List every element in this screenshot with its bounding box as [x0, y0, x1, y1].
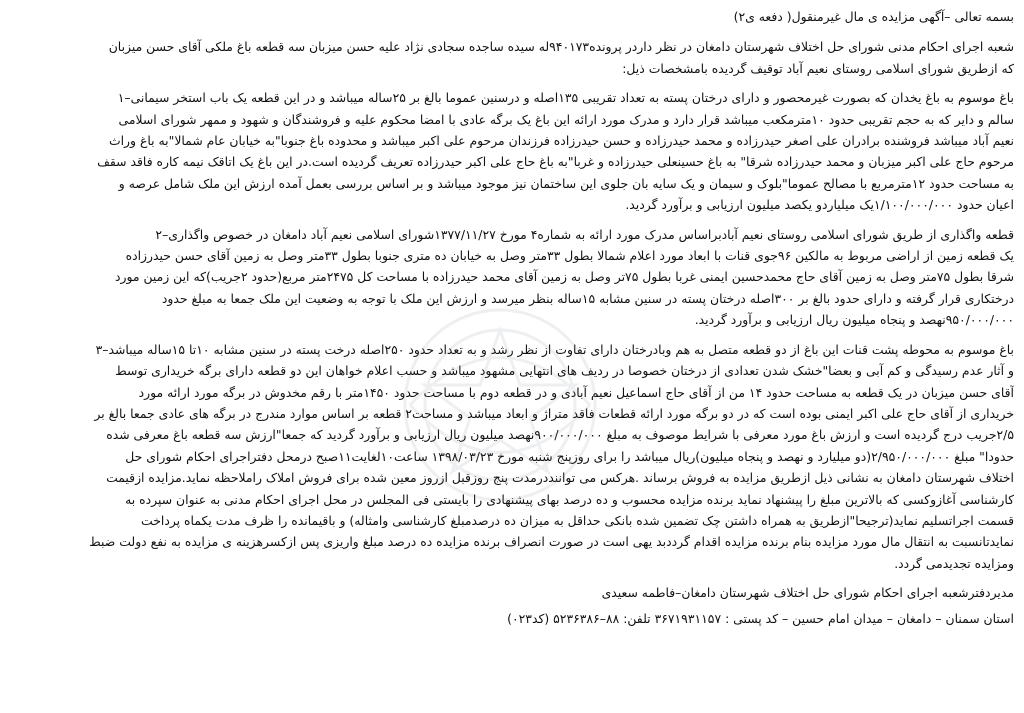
text-line: خریداری از آقای حاج علی اکبر ایمنی بوده است که در دو برگه مورد ارائه قطعات فاقد متراژ و ابعاد میباشد و مساحت۲ قطعه بر اساس موارد مندرج در برگه های عادی جمعا بالغ بر	[94, 405, 1014, 421]
text-line: باغ موسوم به محوطه پشت قنات این باغ از دو قطعه متصل به هم وبادرختان دارای تفاوت از نظر رشد و به تعداد حدود ۲۵۰اصله درخت پسته در سنین مشابه ۱۰تا ۱۵ساله میباشد–۳	[95, 341, 1014, 357]
text-line: درختکاری قرار گرفته و دارای حدود بالغ بر ۳۰۰اصله درختان پسته در سنین مشابه ۱۵ساله بنظر میرسد و ارزش این ملک با توجه به وضعیت این ملک جمعا به مبلغ حدود	[161, 290, 1014, 306]
text-line: حدودا" مبلغ ۲/۹۵۰/۰۰۰/۰۰۰(دو میلیارد و نهصد و پنجاه میلیون)ریال میباشد را برای روزپنج شنبه مورخ ۱۳۹۸/۰۳/۲۳ ساعت۱۰لغایت۱۱صبح درمحل دفتراجرای احکام شورای حل	[125, 448, 1014, 464]
text-line: آقای حسن میزبان در یک قطعه به مساحت حدود ۱۴ من از آقای حاج اسماعیل نعیم آبادی و در قطعه دوم با مساحت حدود ۱۴۵۰متر با رقم مخدوش در برگه مورد ارائه مورد	[138, 384, 1014, 400]
notice-title: بسمه تعالی –آگهی مزایده ی مال غیرمنقول( دفعه ی۲)	[733, 9, 1014, 24]
text-line: ۹۵۰/۰۰۰/۰۰۰نهصد و پنجاه میلیون ریال ارزیابی و برآورد گردید.	[694, 312, 1014, 328]
text-line: قسمت اجراتسلیم نماید(ترجیحا"ازطریق به همراه داشتن چک تضمین شده بانکی حداقل به میزان ده درصدمبلغ کارشناسی وامثاله) و باقیمانده را ظرف مدت یکماه پرداخت	[141, 512, 1014, 528]
signature-line: مدیردفترشعبه اجرای احکام شورای حل اختلاف شهرستان دامغان–فاطمه سعیدی	[601, 585, 1014, 601]
text-line: یک قطعه زمین از اراضی مربوط به مالکین ۹۶جوی قنات با ابعاد مورد اعلام شمالا بطول ۳۳متر وصل به خیابان ده متری جنوبا بطول ۳۳متر وصل به زمین آقای حسن حیدرزاده	[125, 248, 1014, 264]
text-line: ومزایده تجدیدمی گردد.	[894, 555, 1014, 571]
text-line: اختلاف شهرستان دامغان به نشانی ذیل ازطریق مزایده به فروش برساند .هرکس می تواننددرمدت پنج روزقبل ازروز معین شده برای فروش املاک راملاحظه نماید.مزایده ازقیمت	[106, 470, 1014, 486]
text-line: نعیم آباد میباشد فروشنده برادران علی اصغر حیدرزاده و محمد حیدرزاده و حسن حیدرزاده فرزندان مرحوم علی اکبر میباشد و محدوده باغ جنوبا"به خیابان عام شمالا"به باغ وراث	[108, 133, 1014, 149]
text-line: شرقا بطول ۷۵متر وصل به زمین آقای حاج محمدحسین ایمنی غربا بطول ۷۵تر وصل به زمین آقای محمد حیدرزاده با مساحت کل ۲۴۷۵متر مربع(حدود ۲جریب)که این زمین مورد	[114, 269, 1014, 285]
text-line: به مساحت حدود ۱۲مترمربع با مصالح عموما"بلوک و سیمان و یک سایه بان جلوی این ساختمان نیز موجود میباشد و بر اساس بررسی بعمل آمده ارزش این ملک شامل عرصه و	[118, 175, 1014, 191]
text-line: که ازطریق شورای اسلامی روستای نعیم آباد توقیف گردیده بامشخصات ذیل:	[622, 60, 1014, 76]
address-line: استان سمنان – دامغان – میدان امام حسین – کد پستی : ۳۶۷۱۹۳۱۱۵۷ تلفن: ۸۸–۵۲۳۶۳۸۶ (کد۰۲۳)	[507, 610, 1014, 626]
text-line: مرحوم حاج علی اکبر میزبان و محمد حیدرزاده شرقا" به باغ حسینعلی حیدرزاده و غربا"به باغ حاج علی اکبر حیدرزاده تعریف گردیده است.در این باغ یک اتاقک نیمه کاره فاقد سقف	[97, 154, 1014, 170]
text-line: کارشناسی آغازوکسی که بالاترین مبلغ را پیشنهاد نماید برنده مزایده محسوب و ده درصد بهای پیشنهادی را بایستی فی المجلس در محل اجرای احکام مدنی به عنوان سپرده به	[125, 491, 1014, 507]
item-2-paragraph	[10, 224, 1014, 331]
text-line: ۲/۵جریب درج گردیده است و ارزش باغ مورد معرفی با شرایط موصوف به مبلغ ۹۰۰/۰۰۰/۰۰۰نهصد میلیون ریال ارزیابی و برآورد گردید که جمعا"ارزش سه قطعه باغ معرفی شده	[106, 427, 1014, 443]
text-line: قطعه واگذاری از طریق شورای اسلامی روستای نعیم آبادبراساس مدرک مورد ارائه به شماره۴ مورخ ۱۳۷۷/۱۱/۲۷شورای اسلامی نعیم آباد دامغان در خصوص واگذاری–۲	[155, 226, 1014, 242]
text-line: اعیان حدود ۱/۱۰۰/۰۰۰/۰۰۰یک میلیاردو یکصد میلیون ارزیابی و برآورد گردید.	[625, 197, 1014, 213]
text-line: نمایدتانسبت به انتقال مال مورد مزایده بنام برنده مزایده اقدام گرددبد یهی است در صورت انصراف برنده مزایده ده درصد مبلغ واریزی پس ازکسرهزینه ی مزایده به نفع دولت ضبط	[89, 534, 1014, 550]
item-1-paragraph	[10, 87, 1014, 215]
intro-paragraph	[10, 36, 1014, 79]
text-line: شعبه اجرای احکام مدنی شورای حل اختلاف شهرستان دامغان در نظر داردر پرونده۹۴۰۱۷۳له سیده ساجده سجادی نژاد علیه حسن میزبان سه قطعه باغ ملکی آقای حسن میزبان	[108, 39, 1014, 55]
text-line: باغ موسوم به باغ یخدان که بصورت غیرمحصور و دارای درختان پسته به تعداد تقریبی ۱۳۵اصله و درسنین عموما بالغ بر ۲۵ساله میباشد و در این قطعه یک باب استخر سیمانی–۱	[117, 90, 1014, 106]
text-line: سالم و دایر که به حجم تقریبی حدود ۱۰مترمکعب میباشد قرار دارد و مدرک مورد ارائه این باغ یک برگه عادی با امضا محکوم علیه و فروشندگان و شهود و ممهر شورای اسلامی	[118, 111, 1014, 127]
item-3-paragraph	[10, 339, 1014, 574]
text-line: و آثار عدم رسیدگی و کم آبی و بعضا"خشک شدن تعدادی از درختان خصوصا در ردیف های انتهایی مشهود میباشد و حسب اعلام خواهان این دو قطعه دارای برگه خریداری توسط	[115, 363, 1014, 379]
